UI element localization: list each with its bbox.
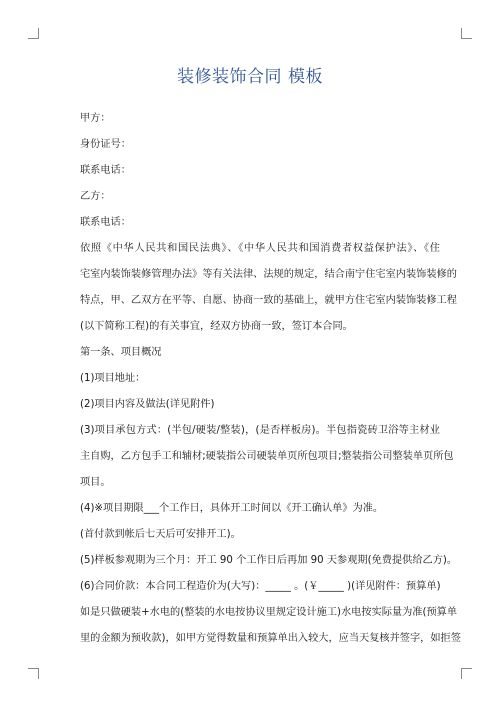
party-a-phone-label: 联系电话： [80, 165, 131, 176]
party-a-label: 甲方： [80, 113, 111, 124]
crop-mark-top-left [28, 28, 39, 39]
article-1-heading: 第一条、项目概况 [80, 347, 162, 358]
item-3-line-1: (3)项目承包方式：(半包/硬装/整装)，(是否样板房)。半包指瓷砖卫浴等主材业 [80, 425, 440, 436]
preamble-line-4: (以下简称工程)的有关事宜，经双方协商一致，签订本合同。 [80, 321, 353, 332]
item-2-content: (2)项目内容及做法(详见附件) [80, 399, 215, 410]
preamble-line-2: 宅室内装饰装修管理办法》等有关法律、法规的规定，结合南宁住宅室内装饰装修的 [80, 269, 457, 280]
item-4-duration: (4)※项目期限___个工作日，具体开工时间以《开工确认单》为准。 [80, 503, 384, 514]
id-number-label: 身份证号： [80, 139, 131, 150]
item-5-showroom: (5)样板参观期为三个月：开工 90 个工作日后再加 90 天参观期(免费提供给乙方)。 [80, 555, 458, 566]
item-3-line-2: 主自购，乙方包手工和辅材;硬装指公司硬装单页所包项目;整装指公司整装单页所包 [80, 451, 454, 462]
crop-mark-bottom-left [28, 668, 39, 679]
item-1-address: (1)项目地址： [80, 373, 146, 384]
party-b-phone-label: 联系电话： [80, 217, 131, 228]
document-title: 装修装饰合同 模板 [177, 67, 323, 87]
item-4-note: (首付款到帐后七天后可安排开工)。 [80, 529, 241, 540]
crop-mark-bottom-right [461, 668, 472, 679]
item-3-line-3: 项目。 [80, 477, 111, 488]
preamble-line-3: 特点，甲、乙双方在平等、自愿、协商一致的基础上，就甲方住宅室内装饰装修工程 [80, 295, 457, 306]
crop-mark-top-right [461, 28, 472, 39]
item-6-line-3: 里的金额为预收款)，如甲方觉得数量和预算单出入较大，应当天复核并签字，如拒签 [80, 633, 461, 644]
item-6-line-2: 如是只做硬装+水电的(整装的水电按协议里规定设计施工)水电按实际量为准(预算单 [80, 607, 458, 618]
item-6-price: (6)合同价款：本合同工程造价为(大写)：_____ 。(￥_____ )(详见附件：预算单) [80, 581, 441, 592]
party-b-label: 乙方： [80, 191, 111, 202]
preamble-line-1: 依照《中华人民共和国民法典》、《中华人民共和国消费者权益保护法》、《住 [80, 243, 440, 254]
